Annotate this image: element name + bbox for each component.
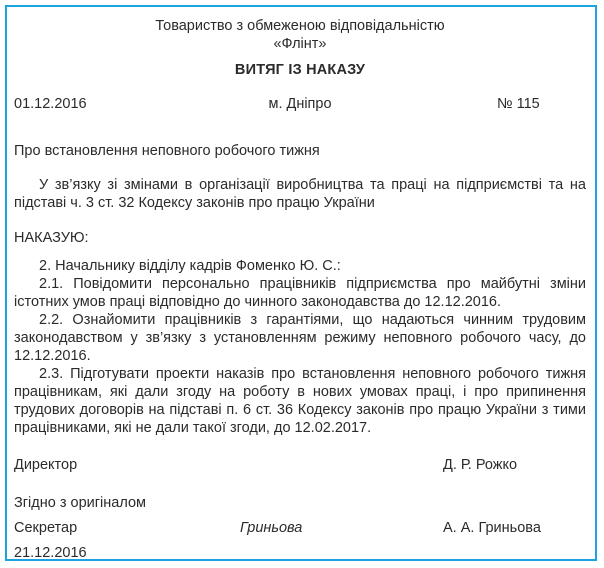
director-title: Директор <box>14 457 78 473</box>
order-item-2: 2. Начальнику відділу кадрів Фоменко Ю. С.: <box>39 258 341 274</box>
document-date: 01.12.2016 <box>14 96 87 112</box>
document-number: № 115 <box>497 96 540 112</box>
company-name-line: «Флінт» <box>273 36 327 52</box>
document-place: м. Дніпро <box>268 96 332 112</box>
secretary-signature-row <box>14 519 586 537</box>
order-item-2-3: 2.3. Підготувати проекти наказів про встановлення неповного робочого тижня працівникам, які дали згоду на роботу в нових умовах праці, і про припинення трудових договорів на підставі п. 6 ст. 36 Кодексу законів про працю України з тими працівниками, які не дали такої згоди, до 12.02.2017. <box>14 366 586 436</box>
document-subject: Про встановлення неповного робочого тижня <box>14 143 320 159</box>
order-item-2-2: 2.2. Ознайомити працівників з гарантіями, що надаються чинним трудовим законодавством у зв’язку з установленням режиму неповного робочого часу, до 12.12.2016. <box>14 312 586 364</box>
company-type-line: Товариство з обмеженою відповідальністю <box>155 18 445 34</box>
order-items <box>14 257 586 437</box>
document-header-row <box>14 95 586 113</box>
order-item-2-1: 2.1. Повідомити персонально працівників підприємства про майбутні зміни істотних умов праці відповідно до чинного законодавства до 12.12.2016. <box>14 276 586 310</box>
certification-note: Згідно з оригіналом <box>14 495 146 511</box>
director-name: Д. Р. Рожко <box>443 457 518 473</box>
order-word: НАКАЗУЮ: <box>14 230 89 246</box>
director-signature-row <box>14 456 586 474</box>
document-page <box>5 5 597 561</box>
document-preamble: У зв’язку зі змінами в організації виробництва та праці на підприємстві та на підставі ч. 3 ст. 32 Кодексу законів про працю України <box>14 177 586 211</box>
document-title: ВИТЯГ ІЗ НАКАЗУ <box>234 62 366 78</box>
secretary-title: Секретар <box>14 520 78 536</box>
secretary-handwritten-signature: Гриньова <box>240 520 303 536</box>
secretary-name: А. А. Гриньова <box>443 520 541 536</box>
certification-date: 21.12.2016 <box>14 545 87 561</box>
